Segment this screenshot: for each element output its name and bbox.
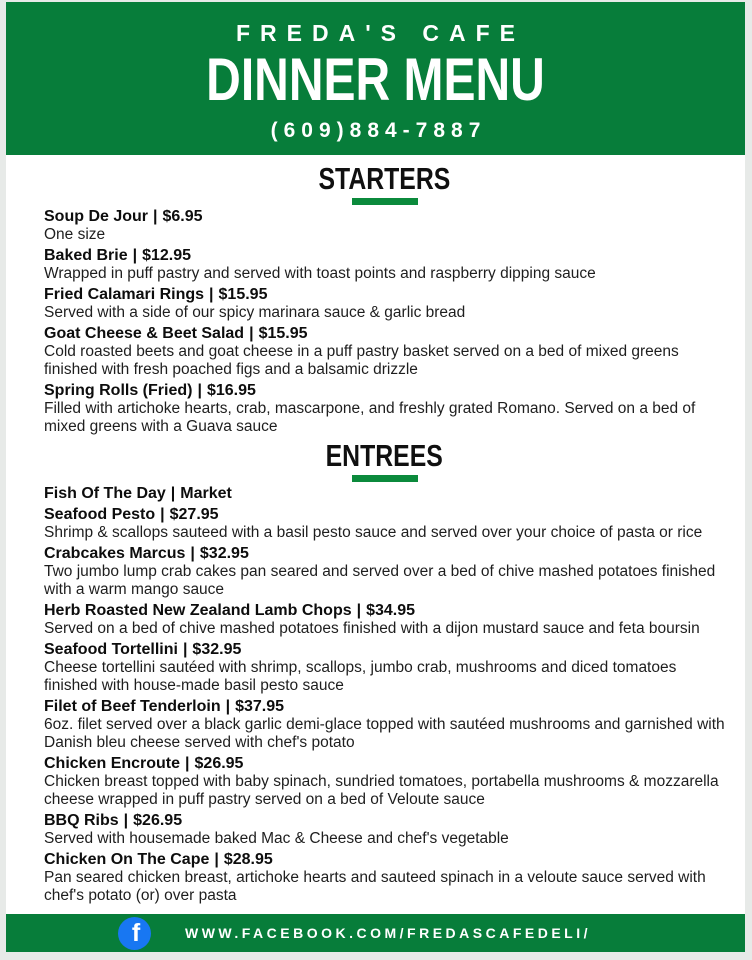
item-name: Fish Of The Day — [44, 485, 166, 502]
item-name: Chicken On The Cape — [44, 851, 210, 868]
menu-item — [44, 544, 725, 599]
item-price: $15.95 — [258, 325, 308, 342]
item-separator: | — [356, 602, 362, 619]
item-name: Goat Cheese & Beet Salad — [44, 325, 245, 342]
item-price: $34.95 — [366, 602, 416, 619]
item-price: $6.95 — [162, 208, 203, 225]
item-separator: | — [185, 755, 190, 772]
menu-item — [44, 285, 725, 322]
menu-item-title — [44, 640, 725, 659]
section-underline — [352, 198, 418, 205]
footer-bar — [6, 914, 745, 952]
menu-item-title — [44, 246, 725, 265]
item-price: $27.95 — [169, 506, 219, 523]
menu-item — [44, 246, 725, 283]
menu-item-title — [44, 484, 725, 503]
menu-item — [44, 850, 725, 905]
item-separator: | — [197, 382, 202, 399]
item-separator: | — [123, 812, 129, 829]
item-price: $37.95 — [235, 698, 285, 715]
item-price: $15.95 — [218, 286, 268, 303]
section-heading-starters — [44, 163, 725, 205]
item-description: Cold roasted beets and goat cheese in a puff pastry basket served on a bed of mixed greens finished with fresh poached figs and a balsamic drizzle — [44, 343, 679, 378]
menu-page — [6, 2, 745, 952]
item-name: Chicken Encroute — [44, 755, 181, 772]
item-price: $26.95 — [194, 755, 244, 772]
menu-item — [44, 324, 725, 379]
menu-item — [44, 754, 725, 809]
item-name: BBQ Ribs — [44, 812, 119, 829]
item-name: Fried Calamari Rings — [44, 286, 205, 303]
menu-item-title — [44, 381, 725, 400]
menu-item-title — [44, 324, 725, 343]
section-entrees — [44, 440, 725, 905]
menu-item-title — [44, 285, 725, 304]
item-separator: | — [170, 485, 176, 502]
section-heading-entrees — [44, 440, 725, 482]
item-name: Crabcakes Marcus — [44, 545, 186, 562]
menu-item — [44, 697, 725, 752]
item-description: Chicken breast topped with baby spinach, sundried tomatoes, portabella mushrooms & mozzarella cheese wrapped in puff pastry served on a bed of Veloute sauce — [44, 773, 719, 808]
menu-item — [44, 505, 725, 542]
item-price: $12.95 — [142, 247, 192, 264]
menu-item-title — [44, 207, 725, 226]
restaurant-name: FREDA'S CAFE — [235, 20, 526, 46]
item-description: Filled with artichoke hearts, crab, mascarpone, and freshly grated Romano. Served on a bed of mixed greens with a Guava sauce — [44, 400, 696, 435]
item-price: $32.95 — [199, 545, 249, 562]
menu-item — [44, 601, 725, 638]
item-description: Shrimp & scallops sauteed with a basil pesto sauce and served over your choice of pasta or rice — [44, 524, 703, 541]
item-description: One size — [44, 226, 106, 243]
item-description: Served with housemade baked Mac & Cheese and chef's vegetable — [44, 830, 509, 847]
menu-item-title — [44, 811, 725, 830]
item-name: Spring Rolls (Fried) — [44, 382, 193, 399]
section-starters — [44, 163, 725, 436]
item-price: $16.95 — [206, 382, 256, 399]
menu-item-title — [44, 850, 725, 869]
item-separator: | — [214, 851, 219, 868]
menu-body — [6, 163, 745, 905]
item-name: Herb Roasted New Zealand Lamb Chops — [44, 602, 352, 619]
item-price: Market — [180, 485, 232, 502]
item-separator: | — [182, 641, 188, 658]
section-title: ENTREES — [325, 438, 444, 473]
item-name: Seafood Pesto — [44, 506, 156, 523]
menu-item-title — [44, 544, 725, 563]
menu-item — [44, 484, 725, 503]
menu-item-title — [44, 601, 725, 620]
facebook-url: WWW.FACEBOOK.COM/FREDASCAFEDELI/ — [185, 925, 591, 941]
item-description: Cheese tortellini sautéed with shrimp, scallops, jumbo crab, mushrooms and diced tomatoes finished with house-made basil pesto sauce — [44, 659, 677, 694]
section-title: STARTERS — [318, 161, 451, 196]
item-separator: | — [160, 506, 165, 523]
item-name: Seafood Tortellini — [44, 641, 178, 658]
menu-item — [44, 640, 725, 695]
menu-item-title — [44, 697, 725, 716]
facebook-icon — [118, 917, 151, 950]
phone-number: (609)884-7887 — [270, 119, 487, 142]
item-name: Filet of Beef Tenderloin — [44, 698, 221, 715]
item-name: Soup De Jour — [44, 208, 149, 225]
item-description: Pan seared chicken breast, artichoke hearts and sauteed spinach in a veloute sauce served with chef's potato (or) over pasta — [44, 869, 706, 904]
menu-item — [44, 811, 725, 848]
item-separator: | — [132, 247, 138, 264]
item-price: $28.95 — [223, 851, 273, 868]
item-description: Served on a bed of chive mashed potatoes finished with a dijon mustard sauce and feta boursin — [44, 620, 700, 637]
item-separator: | — [249, 325, 254, 342]
menu-title: DINNER MENU — [206, 46, 545, 113]
menu-item-title — [44, 754, 725, 773]
item-separator: | — [209, 286, 214, 303]
menu-item — [44, 207, 725, 244]
item-description: 6oz. filet served over a black garlic demi-glace topped with sautéed mushrooms and garnished with Danish bleu cheese served with chef's potato — [44, 716, 725, 751]
section-underline — [352, 475, 418, 482]
item-description: Served with a side of our spicy marinara sauce & garlic bread — [44, 304, 466, 321]
menu-item — [44, 381, 725, 436]
menu-header — [6, 2, 745, 155]
menu-item-title — [44, 505, 725, 524]
item-separator: | — [225, 698, 231, 715]
item-description: Wrapped in puff pastry and served with toast points and raspberry dipping sauce — [44, 265, 596, 282]
item-separator: | — [190, 545, 195, 562]
item-name: Baked Brie — [44, 247, 128, 264]
item-price: $32.95 — [192, 641, 242, 658]
item-description: Two jumbo lump crab cakes pan seared and served over a bed of chive mashed potatoes finished with a warm mango sauce — [44, 563, 716, 598]
item-price: $26.95 — [133, 812, 183, 829]
item-separator: | — [153, 208, 158, 225]
